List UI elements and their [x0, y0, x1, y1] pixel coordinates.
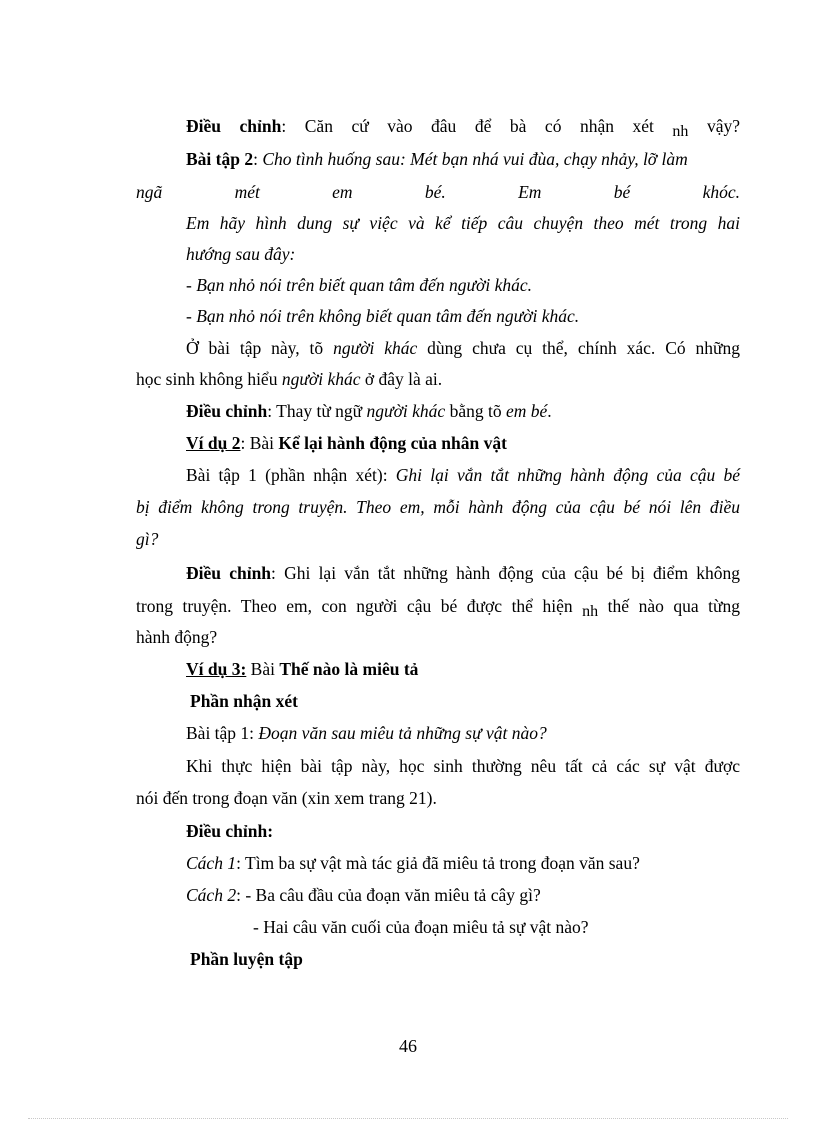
text-span: : Bài — [240, 433, 279, 453]
text-span: người khác — [366, 401, 446, 421]
text-span: người khác — [333, 338, 418, 358]
text-span: mét — [234, 182, 260, 202]
text-span: Ở bài tập này, tõ — [186, 338, 334, 358]
label-bai-tap-2: Bài tập 2 — [186, 149, 254, 169]
label-dieu-chinh: Điều chỉnh — [186, 563, 272, 583]
text-span: : — [253, 149, 263, 169]
text-span: dùng chưa cụ thể, chính xác. Có những — [417, 338, 741, 358]
text-span: nh — [582, 603, 599, 620]
text-span: Bài tập 1: — [186, 723, 259, 743]
text-span: Cách 1 — [186, 853, 237, 873]
list-item: - Bạn nhỏ nói trên không biết quan tâm đến người khác. — [186, 306, 580, 326]
paragraph-line: bị điểm không trong truyện. Theo em, mỗi hành động của cậu bé nói lên điều — [136, 497, 740, 517]
text-span: Em — [518, 182, 542, 202]
text-span: học sinh không hiểu — [136, 369, 282, 389]
paragraph-line — [186, 337, 740, 359]
paragraph-line — [136, 368, 740, 390]
label-dieu-chinh: Điều chỉnh: — [186, 821, 274, 841]
list-item: - Hai câu văn cuối của đoạn miêu tả sự vật nào? — [253, 917, 589, 937]
list-item: - Bạn nhỏ nói trên biết quan tâm đến người khác. — [186, 275, 532, 295]
paragraph-line — [186, 884, 740, 906]
text-span: Kể lại hành động của nhân vật — [278, 433, 507, 453]
text-span: : Căn cứ vào đâu để bà có nhận xét — [281, 116, 673, 136]
section-heading — [186, 432, 740, 454]
paragraph-line — [186, 148, 740, 170]
label-dieu-chinh: Điều chỉnh — [186, 401, 268, 421]
paragraph-line — [186, 722, 740, 744]
subsection-heading: Phần luyện tập — [190, 949, 303, 969]
text-span: Cách 2 — [186, 885, 237, 905]
text-span: : Tìm ba sự vật mà tác giả đã miêu tả trong đoạn văn sau? — [236, 853, 640, 873]
paragraph-line — [136, 181, 740, 203]
text-span: nh — [672, 123, 689, 140]
text-span: bé — [613, 182, 631, 202]
text-span: trong truyện. Theo em, con người cậu bé được thể hiện — [136, 596, 583, 616]
text-span: ngã — [136, 182, 163, 202]
text-span: người khác — [281, 369, 361, 389]
text-span: Thế nào là miêu tả — [279, 659, 419, 679]
subsection-heading: Phần nhận xét — [190, 691, 298, 711]
paragraph-line — [136, 595, 740, 619]
text-span: thế nào qua từng — [598, 596, 741, 616]
text-span: em bé — [505, 401, 548, 421]
text-span: ở đây là ai. — [360, 369, 443, 389]
page-number: 46 — [399, 1036, 417, 1056]
text-span: Bài tập 1 (phần nhận xét): — [186, 465, 396, 485]
text-span: bằng tõ — [445, 401, 506, 421]
text-span: : Ghi lại vắn tắt những hành động của cậu bé bị điểm không — [271, 563, 741, 583]
paragraph-line: Em hãy hình dung sự việc và kể tiếp câu chuyện theo mét trong hai — [186, 213, 740, 233]
paragraph-line — [186, 400, 740, 422]
paragraph-line: hành động? — [136, 627, 218, 647]
text-span: em — [332, 182, 353, 202]
text-span: . — [547, 401, 552, 421]
text-span: Ví dụ 2 — [186, 433, 241, 453]
text-span: Đoạn văn sau miêu tả những sự vật nào? — [258, 723, 547, 743]
text-span: vậy? — [688, 116, 740, 136]
text-span: Bài — [246, 659, 280, 679]
section-heading — [186, 658, 740, 680]
paragraph-line — [186, 562, 740, 584]
text-span: Ví dụ 3: — [186, 659, 247, 679]
paragraph-line — [186, 464, 740, 486]
footer-divider — [28, 1118, 788, 1119]
text-span: Cho tình huống sau: Mét bạn nhá vui đùa, chạy nhảy, lỡ làm — [262, 149, 688, 169]
paragraph-line: nói đến trong đoạn văn (xin xem trang 21). — [136, 788, 437, 808]
text-span: Ghi lại vắn tắt những hành động của cậu bé — [395, 465, 740, 485]
paragraph-line — [186, 115, 740, 139]
text-span: khóc. — [702, 182, 740, 202]
paragraph-line: hướng sau đây: — [186, 244, 296, 264]
text-span: bé. — [424, 182, 446, 202]
paragraph-line: gì? — [136, 529, 159, 549]
paragraph-line: Khi thực hiện bài tập này, học sinh thường nêu tất cả các sự vật được — [186, 756, 740, 776]
paragraph-line — [186, 852, 740, 874]
text-span: : Thay từ ngữ — [267, 401, 367, 421]
text-span: : - Ba câu đầu của đoạn văn miêu tả cây gì? — [236, 885, 541, 905]
label-dieu-chinh: Điều chỉnh — [186, 116, 282, 136]
